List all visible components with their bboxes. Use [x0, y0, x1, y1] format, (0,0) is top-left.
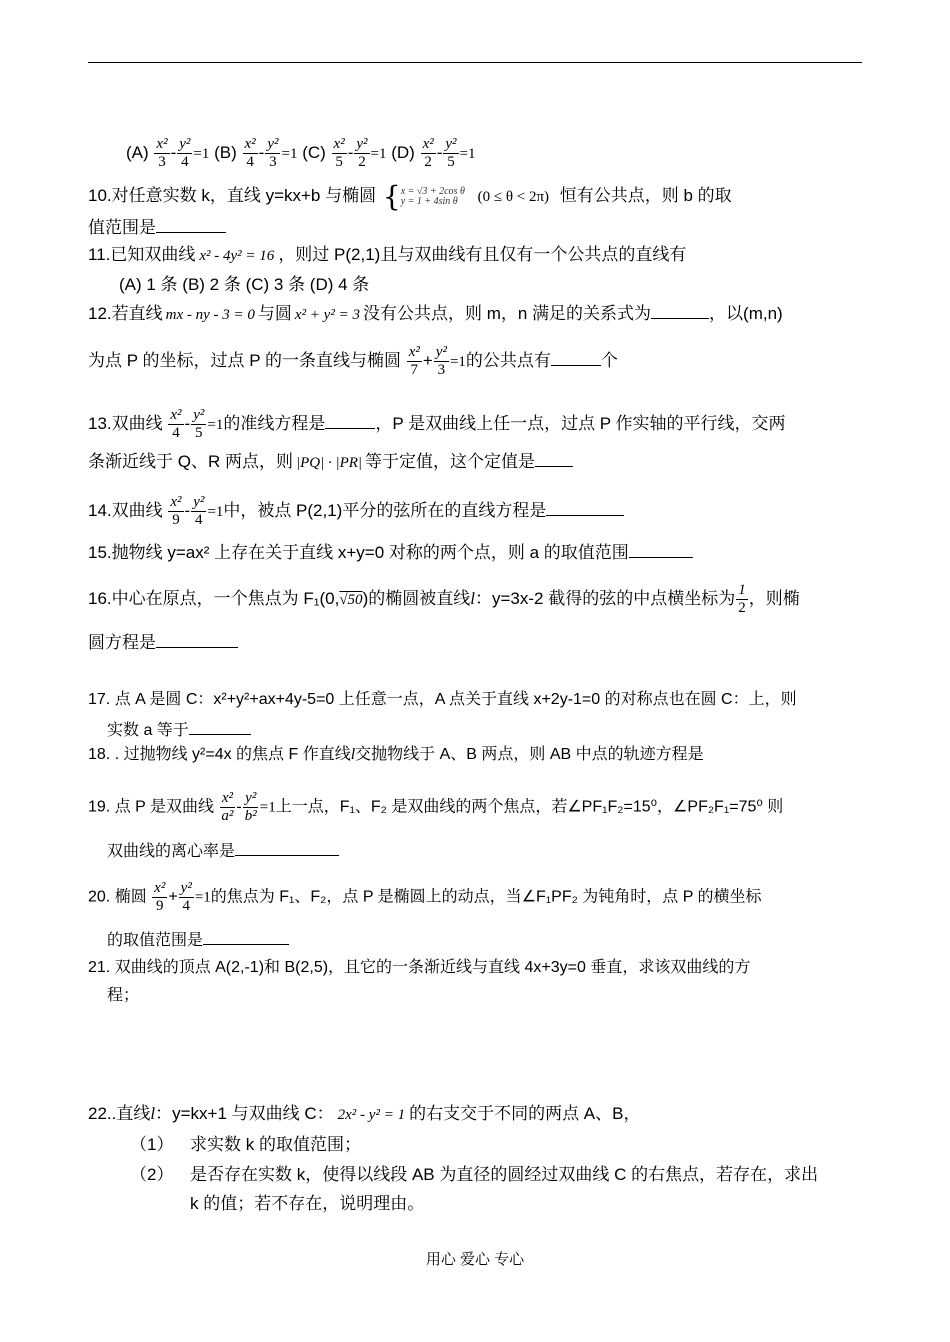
q22-sub2: （2） 是否存在实数 k，使得以线段 AB 为直径的圆经过双曲线 C 的右焦点，若存在，求出 — [130, 1165, 819, 1184]
answer-blank[interactable] — [203, 928, 289, 945]
fraction: $\frac{\text{x²}}{7}$ — [408, 344, 420, 378]
fraction: $\frac{\text{y²}}{4}$ — [180, 880, 192, 914]
fraction: $\frac{\text{x²}}{9}$ — [170, 494, 182, 528]
q19-line1: 19. 点 P 是双曲线 $\frac{\text{x²}}{\text{a²}}$ - $\frac{\text{y²}}{\text{b²}}$ =1上一点，F₁、F₂ 是双曲线的两个焦点，若∠PF₁F₂=15⁰，∠PF₂F₁=75⁰ 则 — [88, 790, 784, 824]
fraction: $\frac{\text{x²}}{\text{a²}}$ — [221, 790, 234, 824]
answer-blank[interactable] — [535, 450, 573, 467]
q9-option-a-label: (A) — [126, 142, 149, 162]
q11-options: (A) 1 条 (B) 2 条 (C) 3 条 (D) 4 条 — [119, 275, 370, 294]
fraction: $\frac{\text{y²}}{5}$ — [193, 407, 205, 441]
brace-icon: { — [382, 179, 401, 213]
answer-blank[interactable] — [651, 302, 709, 319]
answer-blank[interactable] — [325, 412, 375, 429]
fraction: $\frac{1}{2}$ — [738, 582, 746, 616]
fraction: $\frac{\text{y²}}{3}$ — [435, 344, 447, 378]
q10-line1: 10.对任意实数 k，直线 y=kx+b 与椭圆 { x = √3 + 2cos θ y = 1 + 4sin θ (0 ≤ θ < 2π) 恒有公共点，则 b 的取 — [88, 179, 732, 213]
q21-line2: 程； — [107, 987, 140, 1004]
fraction: $\frac{\text{y²}}{3}$ — [267, 136, 279, 170]
fraction: $\frac{\text{y²}}{2}$ — [356, 136, 368, 170]
q16-line1: 16.中心在原点，一个焦点为 F₁(0,√50)的椭圆被直线l：y=3x-2 截得的弦的中点横坐标为 $\frac{1}{2}$ ，则椭 — [88, 582, 800, 616]
q10-line2: 值范围是 — [88, 216, 226, 239]
answer-blank[interactable] — [546, 499, 624, 516]
fraction: $\frac{\text{x²}}{2}$ — [422, 136, 434, 170]
q20-line2: 的取值范围是 — [107, 928, 289, 952]
q13-line2: 条渐近线于 Q、R 两点，则 |PQ| · |PR| 等于定值，这个定值是 — [88, 450, 573, 474]
page-footer: 用心 爱心 专心 — [425, 1251, 525, 1268]
q9-options: (A) $\frac{\text{x²}}{3}$ - $\frac{\text{y²}}{4}$ =1 (B) $\frac{\text{x²}}{4}$ - $\frac{\text{y²}}{3}$ =1 (C) $\frac{\text{x²}}{5}$ - $\frac{\text{y²}}{2}$ =1 (D) $\frac{\text{x²}}{2}$ - $\frac{\text{y²}}{5}$ =1 — [126, 136, 476, 170]
q9-option-c-label: (C) — [302, 142, 326, 162]
q15-line: 15.抛物线 y=ax² 上存在关于直线 x+y=0 对称的两个点，则 a 的取值范围 — [88, 541, 693, 564]
fraction: $\frac{\text{x²}}{3}$ — [156, 136, 168, 170]
q18-line: 18. . 过抛物线 y²=4x 的焦点 F 作直线l交抛物线于 A、B 两点，则 AB 中点的轨迹方程是 — [88, 746, 704, 763]
q21-line1: 21. 双曲线的顶点 A(2,-1)和 B(2,5)，且它的一条渐近线与直线 4x+3y=0 垂直，求该双曲线的方 — [88, 959, 751, 976]
fraction: $\frac{\text{y²}}{4}$ — [179, 136, 191, 170]
fraction: $\frac{\text{x²}}{4}$ — [244, 136, 256, 170]
q9-option-b-label: (B) — [214, 142, 237, 162]
answer-blank[interactable] — [189, 718, 251, 735]
fraction: $\frac{\text{x²}}{5}$ — [333, 136, 345, 170]
q20-line1: 20. 椭圆 $\frac{\text{x²}}{9}$ + $\frac{\text{y²}}{4}$ =1的焦点为 F₁、F₂，点 P 是椭圆上的动点，当∠F₁PF₂ 为钝角时，点 P 的横坐标 — [88, 880, 762, 914]
header-rule — [88, 62, 862, 63]
answer-blank[interactable] — [156, 631, 238, 648]
answer-blank[interactable] — [156, 216, 226, 233]
q12-line1: 12.若直线 mx - ny - 3 = 0 与圆 x² + y² = 3 没有公共点，则 m，n 满足的关系式为 ，以(m,n) — [88, 304, 783, 323]
fraction: $\frac{\text{x²}}{9}$ — [154, 880, 166, 914]
answer-blank[interactable] — [629, 541, 693, 558]
q17-line1: 17. 点 A 是圆 C：x²+y²+ax+4y-5=0 上任意一点，A 点关于直线 x+2y-1=0 的对称点也在圆 C：上，则 — [88, 691, 797, 708]
q22-sub1: （1） 求实数 k 的取值范围； — [130, 1135, 361, 1154]
answer-blank[interactable] — [235, 839, 339, 856]
q19-line2: 双曲线的离心率是 — [107, 839, 339, 863]
answer-blank[interactable] — [551, 349, 601, 366]
q14-line: 14.双曲线 $\frac{\text{x²}}{9}$ - $\frac{\text{y²}}{4}$ =1中，被点 P(2,1)平分的弦所在的直线方程是 — [88, 494, 624, 529]
fraction: $\frac{\text{y²}}{4}$ — [193, 494, 205, 528]
fraction: $\frac{\text{y²}}{5}$ — [445, 136, 457, 170]
q22-sub2-cont: k 的值；若不存在，说明理由。 — [190, 1194, 425, 1213]
fraction: $\frac{\text{x²}}{4}$ — [170, 407, 182, 441]
q17-line2: 实数 a 等于 — [107, 718, 251, 742]
q12-line2: 为点 P 的坐标，过点 P 的一条直线与椭圆 $\frac{\text{x²}}{7}$ + $\frac{\text{y²}}{3}$ =1的公共点有 个 — [88, 344, 618, 378]
q16-line2: 圆方程是 — [88, 631, 238, 654]
q22-line1: 22..直线l：y=kx+1 与双曲线 C： 2x² - y² = 1 的右支交于不同的两点 A、B， — [88, 1104, 641, 1123]
parametric-system: { x = √3 + 2cos θ y = 1 + 4sin θ — [382, 179, 465, 213]
fraction: $\frac{\text{y²}}{\text{b²}}$ — [244, 790, 257, 824]
q9-option-d-label: (D) — [391, 142, 415, 162]
q11-line1: 11.已知双曲线 x² - 4y² = 16 ，则过 P(2,1)且与双曲线有且仅有一个公共点的直线有 — [88, 245, 687, 264]
q13-line1: 13.双曲线 $\frac{\text{x²}}{4}$ - $\frac{\text{y²}}{5}$ =1的准线方程是 ，P 是双曲线上任一点，过点 P 作实轴的平行线，交两 — [88, 407, 786, 441]
